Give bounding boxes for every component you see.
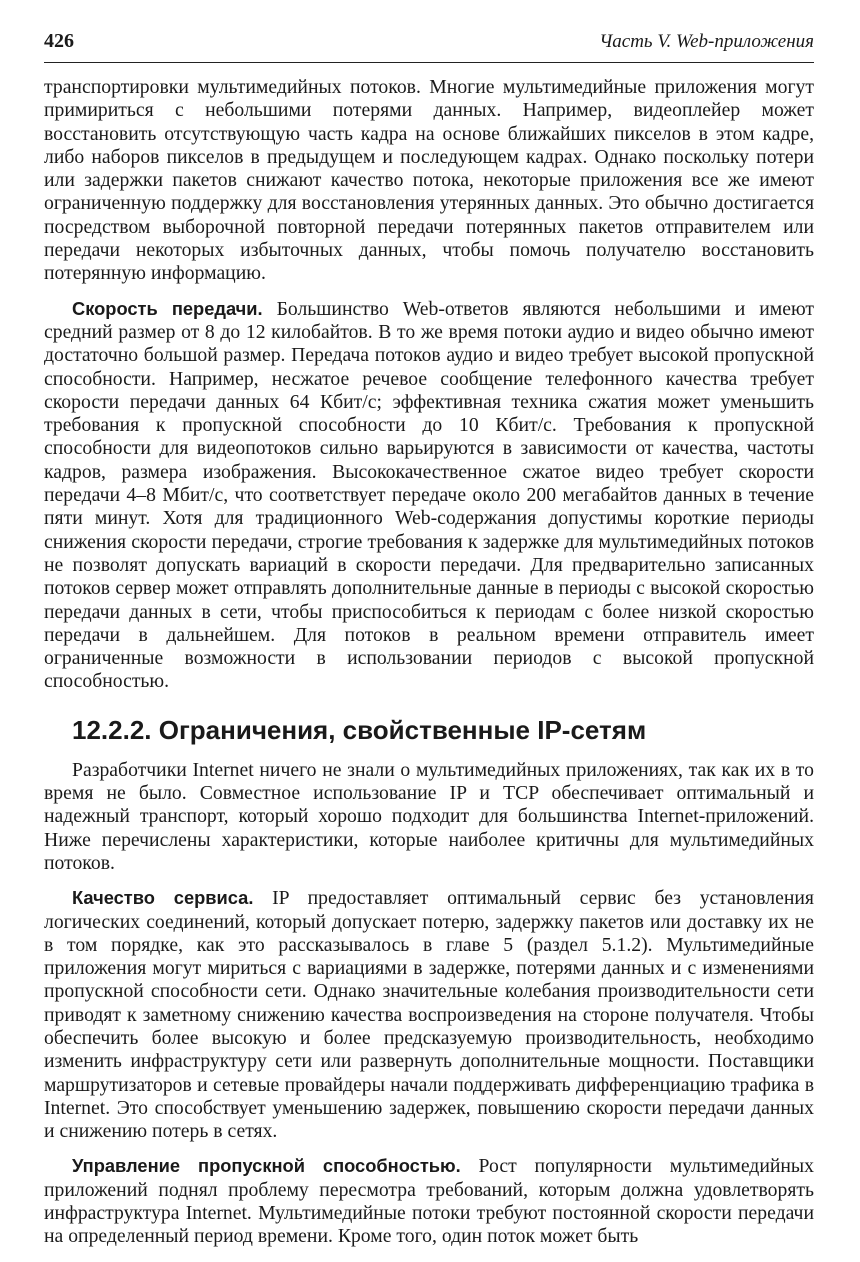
book-page: [44, 30, 814, 1249]
paragraph-transfer-rate: [44, 297, 814, 694]
running-title: Часть V. Web-приложения: [599, 31, 814, 52]
paragraph-transport: транспортировки мультимедийных потоков. Многие мультимедийные приложения могут примириться с небольшими потерями данных. Например, видеоплейер может восстановить отсутствующую часть кадра на основе ближайших пикселов в этом кадре, либо наборов пикселов в предыдущем и последующем кадрах. Однако поскольку потери или задержки пакетов снижают качество потока, некоторые приложения все же имеют ограниченную поддержку для восстановления утерянных данных. Это обычно достигается посредством выборочной повторной передачи потерянных пакетов отправителем или передачи некоторых избыточных данных, чтобы помочь получателю восстановить потерянную информацию.: [44, 76, 814, 285]
run-in-heading-quality-of-service: Качество сервиса.: [72, 887, 254, 909]
page-body: [44, 76, 814, 1249]
section-heading: 12.2.2. Ограничения, свойственные IP-сетям: [72, 714, 647, 745]
paragraph-quality-of-service-text: IP предоставляет оптимальный сервис без установления логических соединений, который допускает потерю, задержку пакетов или доставку их не в том порядке, как это рассказывалось в главе 5 (раздел 5.1.2). Мультимедийные приложения могут мириться с вариациями в задержке, потерями данных и с изменениями пропускной способности сети. Однако значительные колебания производительности сети приводят к заметному снижению качества воспроизведения на стороне получателя. Чтобы обеспечить более высокую и более предсказуемую производительность, необходимо изменить инфраструктуру сети или развернуть дополнительные мощности. Поставщики маршрутизаторов и сетевые провайдеры начали поддерживать дифференциацию трафика в Internet. Это способствует уменьшению задержек, повышению скорости передачи данных и снижению потерь в сетях.: [44, 887, 814, 1143]
paragraph-quality-of-service: [44, 886, 814, 1143]
paragraph-transfer-rate-text: Большинство Web-ответов являются небольшими и имеют средний размер от 8 до 12 килобайтов. В то же время потоки аудио и видео обычно имеют достаточно большой размер. Передача потоков аудио и видео требует высокой пропускной способности. Например, несжатое речевое сообщение телефонного качества требует скорости передачи данных 64 Кбит/с; эффективная техника сжатия может уменьшить требования к пропускной способности до 10 Кбит/с. Требования к пропускной способности для видеопотоков сильно варьируются в зависимости от качества, частоты кадров, размера изображения. Высококачественное сжатое видео требует скорости передачи 4–8 Мбит/с, что соответствует передаче около 200 мегабайтов данных в течение пяти минут. Хотя для традиционного Web-содержания допустимы короткие периоды снижения скорости передачи, строгие требования к задержке для мультимедийных потоков не позволят допускать вариаций в скорости передачи. Для предварительно записанных потоков сервер может отправлять дополнительные данные в периоды с высокой скоростью передачи данных в сети, чтобы приспособиться к периодам с более низкой скоростью передачи в дальнейшем. Для потоков в реальном времени отправитель имеет ограниченные возможности в использовании периодов с высокой пропускной способностью.: [44, 297, 814, 693]
run-in-heading-transfer-rate: Скорость передачи.: [72, 297, 263, 319]
page-number: 426: [44, 30, 74, 52]
run-in-heading-bandwidth-management: Управление пропускной способностью.: [72, 1155, 461, 1177]
paragraph-bandwidth-management-text: Рост популярности мультимедийных приложений поднял проблему пересмотра требований, которым должна удовлетворять инфраструктура Internet. Мультимедийные потоки требуют постоянной скорости передачи на определенный период времени. Кроме того, один поток может быть: [44, 1155, 815, 1248]
running-header: [44, 30, 814, 63]
paragraph-internet-developers: Разработчики Internet ничего не знали о мультимедийных приложениях, так как их в то время не было. Совместное использование IP и TCP обеспечивает оптимальный и надежный транспорт, который хорошо подходит для большинства Internet-приложений. Ниже перечислены характеристики, которые наиболее критичны для мультимедийных потоков.: [44, 758, 814, 874]
paragraph-bandwidth-management: [44, 1154, 814, 1248]
